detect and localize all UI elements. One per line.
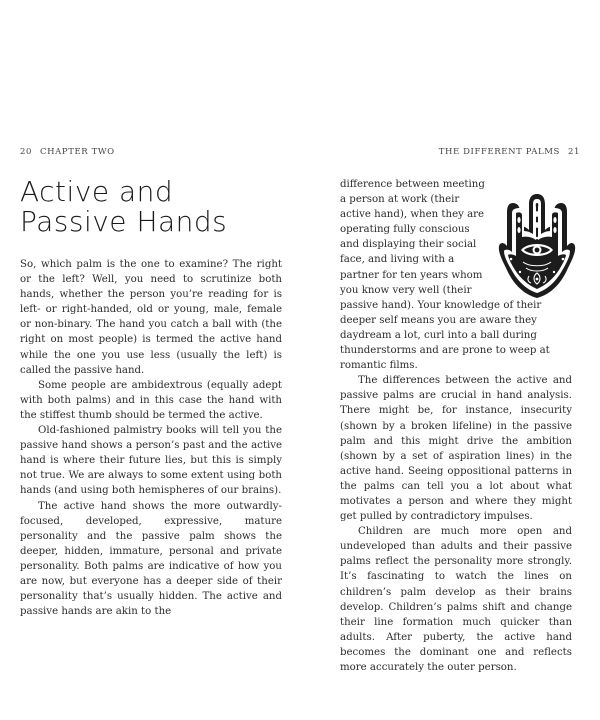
paragraph: The differences between the active and passive palms are crucial in hand analysis. There might be, for instance, insecurity (shown by a broken lifeline) in the passive palm and this might drive the ambition (shown by a set of aspiration lines) in the active hand. Seeing oppositional patterns in the palms can tell you a lot about what motivates a person and where they might get pulled by contradictory impulses. bbox=[340, 375, 572, 523]
right-running-head bbox=[439, 147, 580, 157]
left-running-head bbox=[20, 147, 115, 157]
paragraph: So, which palm is the one to examine? The right or the left? Well, you need to scrutinize both hands, whether the person you’re reading for is left- or right-handed, old or young, male, female or non-binary. The hand you catch a ball with (the right on most people) is termed the active hand while the one you use less (usually the left) is called the passive hand. bbox=[20, 259, 282, 376]
left-page-number: 20 bbox=[20, 147, 33, 157]
heading-line-1: Active and bbox=[20, 175, 174, 208]
right-page-number: 21 bbox=[567, 147, 580, 157]
heading-line-2: Passive Hands bbox=[20, 205, 228, 238]
paragraph: Old-fashioned palmistry books will tell you the passive hand shows a person’s past and the active hand is where their future lies, but this is simply not true. We are always to some extent using both hands (and using both hemispheres of our brains). bbox=[20, 425, 282, 497]
left-page bbox=[20, 177, 282, 619]
chapter-heading bbox=[20, 177, 282, 237]
paragraph: The active hand shows the more outwardly-focused, developed, expressive, mature personality and the passive palm shows the deeper, hidden, immature, personal and private personality. Both palms are indicative of how you are now, but everyone has a deeper side of their personality that’s usually hidden. The active and passive hands are akin to the bbox=[20, 500, 282, 618]
paragraph: Some people are ambidextrous (equally adept with both palms) and in this case the hand with the stiffest thumb should be termed the active. bbox=[20, 379, 282, 421]
wrapped-paragraph-text: difference between meeting a person at work (their active hand), when they are operating fully conscious and displaying their social face, and living with a partner for ten years whom you know very well (their passive hand). Your knowledge of their deeper self means you are aware they daydream a lot, curl into a ball during thunderstorms and are prone to weep at romantic films. bbox=[340, 179, 550, 372]
hamsa-hand-icon bbox=[496, 190, 578, 302]
section-label: THE DIFFERENT PALMS bbox=[438, 147, 560, 157]
chapter-label: CHAPTER TWO bbox=[40, 147, 115, 157]
paragraph: Children are much more open and undeveloped than adults and their passive palms reflect the personality more strongly. It’s fascinating to watch the lines on children’s palm develop as their brains develop. Children’s palms shift and change their line formation much quicker than adults. After puberty, the active hand becomes the dominant one and reflects more accurately the outer person. bbox=[340, 526, 572, 673]
